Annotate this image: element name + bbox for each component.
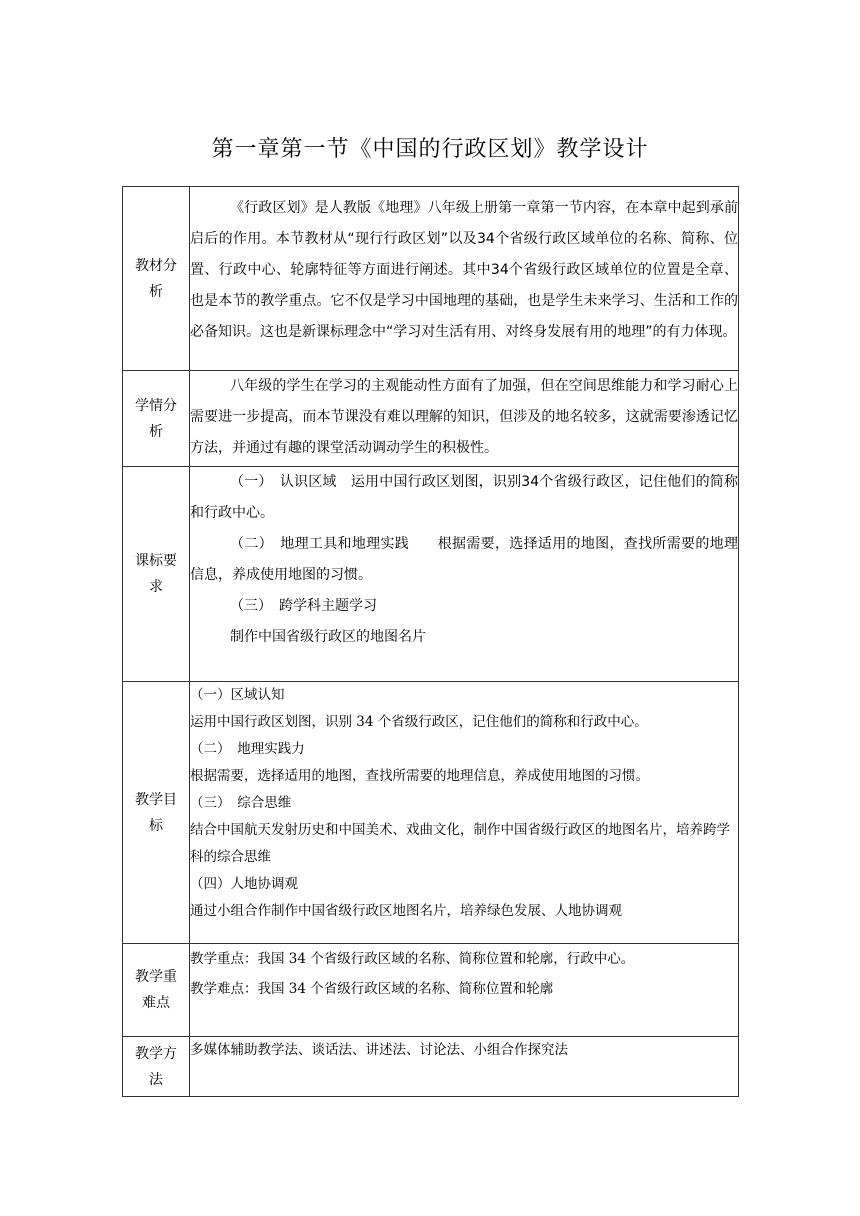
standard-item-2: （二） 地理工具和地理实践 根据需要，选择适用的地图，查找所需要的地理信息，养成使用地图的习惯。 xyxy=(190,536,738,583)
row-label xyxy=(123,1037,190,1097)
row-label xyxy=(123,944,190,1037)
row-student-analysis xyxy=(123,371,739,467)
label-material: 教材分析 xyxy=(135,257,177,300)
row-content xyxy=(190,1037,739,1097)
row-label xyxy=(123,467,190,682)
row-key-points xyxy=(123,944,739,1037)
objective-heading-4: （四）人地协调观 xyxy=(190,876,298,892)
document-title: 第一章第一节《中国的行政区划》教学设计 xyxy=(211,137,649,162)
row-content xyxy=(190,371,739,467)
objective-text-3: 结合中国航天发射历史和中国美术、戏曲文化，制作中国省级行政区的地图名片，培养跨学科的综合思维 xyxy=(190,822,730,865)
objective-heading-3: （三） 综合思维 xyxy=(190,795,292,811)
label-objectives: 教学目标 xyxy=(135,791,177,834)
row-teaching-methods xyxy=(123,1037,739,1097)
key-point-text: 教学重点：我国 34 个省级行政区域的名称、简称位置和轮廓，行政中心。 xyxy=(190,951,635,967)
standard-item-1: （一） 认识区域 运用中国行政区划图，识别34个省级行政区，记住他们的简称和行政中心。 xyxy=(190,474,738,521)
methods-text: 多媒体辅助教学法、谈话法、讲述法、讨论法、小组合作探究法 xyxy=(190,1042,568,1058)
material-analysis-text: 《行政区划》是人教版《地理》八年级上册第一章第一节内容，在本章中起到承前启后的作用。本节教材从“现行行政区划”以及34个省级行政区域单位的名称、简称、位置、行政中心、轮廓特征等方面进行阐述。其中34个省级行政区域单位的位置是全章、也是本节的教学重点。它不仅是学习中国地理的基础，也是学生未来学习、生活和工作的必备知识。这也是新课标理念中“学习对生活有用、对终身发展有用的地理”的有力体现。 xyxy=(190,200,738,340)
row-content xyxy=(190,944,739,1037)
row-label xyxy=(123,371,190,467)
row-material-analysis xyxy=(123,187,739,371)
row-content xyxy=(190,682,739,944)
standard-item-4: 制作中国省级行政区的地图名片 xyxy=(230,629,426,645)
lesson-plan-table xyxy=(122,186,739,1097)
label-student: 学情分析 xyxy=(135,397,177,440)
label-methods: 教学方法 xyxy=(135,1045,177,1088)
label-standard: 课标要求 xyxy=(135,553,177,595)
standard-item-3: （三） 跨学科主题学习 xyxy=(230,598,377,614)
row-label xyxy=(123,682,190,944)
label-keypoints: 教学重难点 xyxy=(135,969,177,1011)
row-curriculum-standard xyxy=(123,467,739,682)
row-teaching-objectives xyxy=(123,682,739,944)
objective-heading-1: （一）区域认知 xyxy=(190,687,285,703)
row-content xyxy=(190,467,739,682)
objective-heading-2: （二） 地理实践力 xyxy=(190,741,305,757)
student-analysis-text: 八年级的学生在学习的主观能动性方面有了加强，但在空间思维能力和学习耐心上需要进一步提高，而本节课没有难以理解的知识，但涉及的地名较多，这就需要渗透记忆方法，并通过有趣的课堂活动调动学生的积极性。 xyxy=(190,378,738,456)
difficult-point-text: 教学难点：我国 34 个省级行政区域的名称、简称位置和轮廓 xyxy=(190,981,554,997)
objective-text-2: 根据需要，选择适用的地图，查找所需要的地理信息，养成使用地图的习惯。 xyxy=(190,768,649,784)
objective-text-1: 运用中国行政区划图，识别 34 个省级行政区，记住他们的简称和行政中心。 xyxy=(190,714,648,730)
row-label xyxy=(123,187,190,371)
row-content xyxy=(190,187,739,371)
objective-text-4: 通过小组合作制作中国省级行政区地图名片，培养绿色发展、人地协调观 xyxy=(190,903,622,919)
